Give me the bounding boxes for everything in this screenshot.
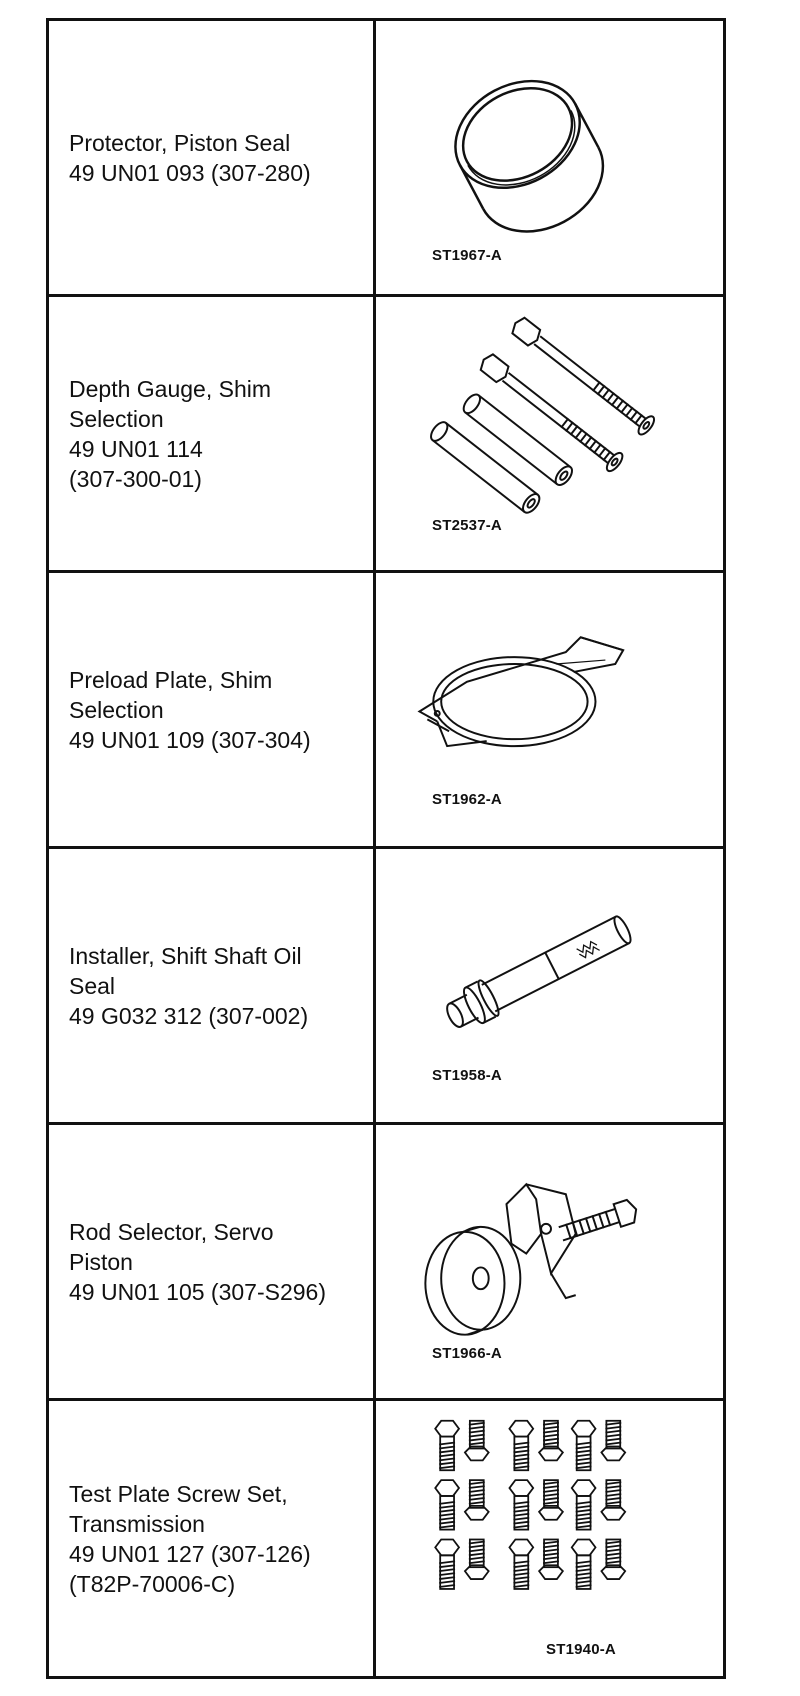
tool-name-line: Test Plate Screw Set, (69, 1480, 288, 1507)
preload-plate-icon (376, 573, 723, 846)
figure-code: ST1967-A (432, 247, 502, 264)
tool-name-line: Transmission (69, 1510, 205, 1537)
tool-illustration-cell (375, 296, 725, 572)
tool-name-line: Depth Gauge, Shim (69, 375, 272, 402)
tool-name-line: Protector, Piston Seal (69, 129, 291, 156)
hex-bolt-icon (572, 1480, 596, 1529)
table-row (48, 296, 725, 572)
tool-description-cell (48, 1124, 375, 1400)
hex-bolt-icon (572, 1539, 596, 1588)
tool-illustration-cell (375, 848, 725, 1124)
stud-bolt-icon (465, 1539, 489, 1579)
hex-bolt-icon (572, 1421, 596, 1470)
tool-part-number: 49 G032 312 (307-002) (69, 1002, 309, 1029)
stud-bolt-icon (539, 1480, 563, 1520)
tool-illustration-cell (375, 1400, 725, 1678)
hex-bolt-icon (435, 1480, 459, 1529)
figure-code: ST1958-A (432, 1067, 502, 1084)
tool-part-number: 49 UN01 127 (307-126) (69, 1540, 311, 1567)
stud-bolt-icon (465, 1421, 489, 1461)
table-row (48, 572, 725, 848)
tool-description-cell (48, 20, 375, 296)
hex-bolt-icon (509, 1539, 533, 1588)
piston-seal-protector-ring-icon (376, 21, 723, 294)
tool-illustration-cell (375, 1124, 725, 1400)
tool-name-line: Selection (69, 405, 164, 432)
seal-installer-shaft-icon (376, 849, 723, 1122)
stud-bolt-icon (601, 1539, 625, 1579)
tool-description-cell (48, 572, 375, 848)
tool-part-number: (307-300-01) (69, 465, 202, 492)
table-row (48, 20, 725, 296)
figure-code: ST2537-A (432, 517, 502, 534)
tool-description-cell (48, 296, 375, 572)
tool-name-line: Seal (69, 972, 116, 999)
table-row (48, 848, 725, 1124)
hex-bolt-icon (509, 1480, 533, 1529)
hex-bolt-icon (435, 1421, 459, 1470)
tool-illustration-cell (375, 20, 725, 296)
stud-bolt-icon (601, 1480, 625, 1520)
tool-part-number: 49 UN01 105 (307-S296) (69, 1278, 326, 1305)
special-tools-table (46, 18, 726, 1679)
tool-part-number: 49 UN01 114 (69, 435, 203, 462)
tool-part-number: (T82P-70006-C) (69, 1570, 236, 1597)
tool-description-cell (48, 1400, 375, 1678)
screw-set-bolts-icon (376, 1401, 723, 1676)
stud-bolt-icon (539, 1539, 563, 1579)
hex-bolt-icon (435, 1539, 459, 1588)
tool-name-line: Rod Selector, Servo (69, 1218, 274, 1245)
tool-name-line: Installer, Shift Shaft Oil (69, 942, 302, 969)
table-row (48, 1124, 725, 1400)
stud-bolt-icon (601, 1421, 625, 1461)
tool-illustration-cell (375, 572, 725, 848)
tool-name-line: Piston (69, 1248, 133, 1275)
tool-name-line: Preload Plate, Shim (69, 666, 273, 693)
tool-part-number: 49 UN01 093 (307-280) (69, 159, 311, 186)
table-row (48, 1400, 725, 1678)
hex-bolt-icon (509, 1421, 533, 1470)
tool-description-cell (48, 848, 375, 1124)
depth-gauge-bolts-and-tubes-icon (376, 297, 723, 570)
stud-bolt-icon (539, 1421, 563, 1461)
figure-code: ST1940-A (546, 1641, 616, 1658)
tool-part-number: 49 UN01 109 (307-304) (69, 726, 311, 753)
rod-selector-tool-icon (376, 1125, 723, 1398)
tool-name-line: Selection (69, 696, 164, 723)
figure-code: ST1966-A (432, 1345, 502, 1362)
figure-code: ST1962-A (432, 791, 502, 808)
stud-bolt-icon (465, 1480, 489, 1520)
